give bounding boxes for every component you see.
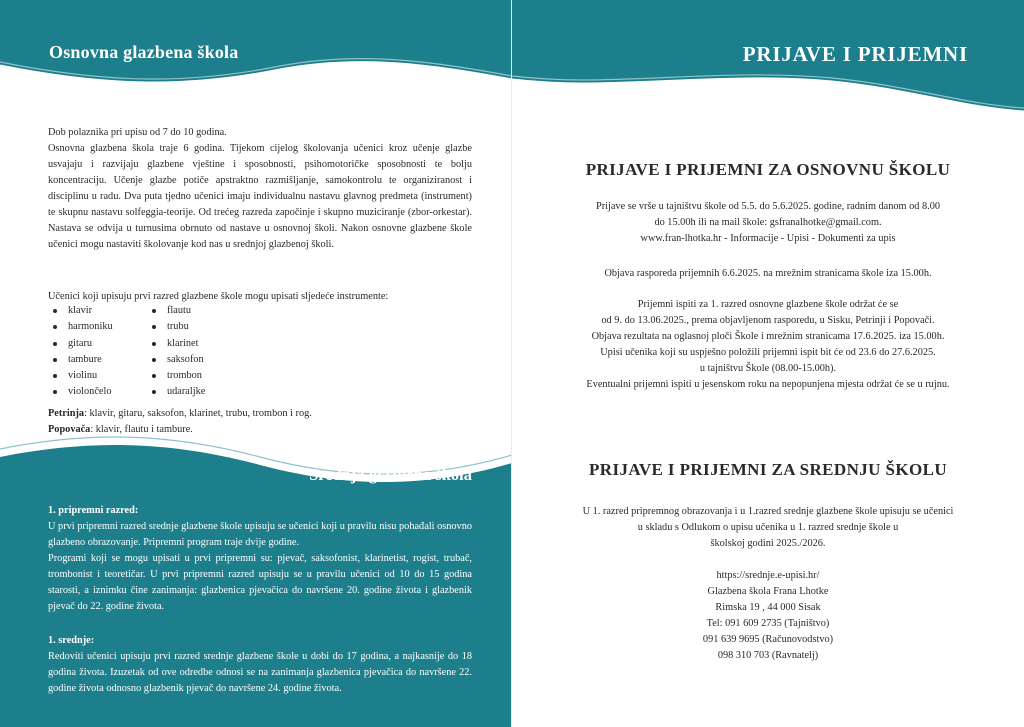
secondary-line: školskoj godini 2025./2026. bbox=[710, 538, 826, 549]
secondary-info-block bbox=[512, 504, 1024, 552]
secondary-line: U 1. razred pripremnog obrazovanja i u 1.razred srednje glazbene škole upisuju se učenici bbox=[582, 506, 954, 517]
schedule-line: Objava rasporeda prijemnih 6.6.2025. na mrežnim stranicama škole iza 15.00h. bbox=[604, 268, 932, 279]
contact-phone-accounting: 091 639 9695 (Računovodstvo) bbox=[702, 634, 834, 645]
instruments-list-1 bbox=[48, 303, 113, 401]
preparatory-paragraph-1: U prvi pripremni razred srednje glazbene škole upisuju se učenici koji u pravilu nisu pohađali osnovno glazbeno obrazovanje. Pripremni program traje dvije godine. bbox=[48, 521, 472, 548]
contact-url: https://srednje.e-upisi.hr/ bbox=[716, 570, 820, 581]
list-item: tambure bbox=[48, 352, 113, 368]
list-item: udaraljke bbox=[147, 384, 205, 400]
contact-phone-principal: 098 310 703 (Ravnatelj) bbox=[717, 650, 819, 661]
primary-line: Prijave se vrše u tajništvu škole od 5.5. do 5.6.2025. godine, radnim danom od 8.00 bbox=[595, 201, 941, 212]
popovaca-label: Popovača bbox=[48, 424, 91, 435]
instruments-list-2 bbox=[147, 303, 205, 401]
schedule-announcement bbox=[512, 266, 1024, 282]
contact-address: Rimska 19 , 44 000 Sisak bbox=[715, 602, 821, 613]
list-item: gitaru bbox=[48, 336, 113, 352]
secondary-school-title: Srednja glazbena škola bbox=[309, 465, 472, 484]
primary-line: do 15.00h ili na mail škole: gsfranalhotke@gmail.com. bbox=[654, 217, 882, 228]
petrinja-label: Petrinja bbox=[48, 408, 85, 419]
list-item: violinu bbox=[48, 368, 113, 384]
preparatory-heading: 1. pripremni razred: bbox=[48, 505, 139, 516]
first-secondary-section bbox=[48, 633, 472, 697]
contact-phone-office: Tel: 091 609 2735 (Tajništvo) bbox=[706, 618, 830, 629]
instruments-intro: Učenici koji upisuju prvi razred glazbene škole mogu upisati sljedeće instrumente: bbox=[48, 291, 389, 302]
list-item: trombon bbox=[147, 368, 205, 384]
exam-line: Eventualni prijemni ispiti u jesenskom roku na nepopunjena mjesta održat će se u rujnu. bbox=[586, 379, 950, 390]
intro-description: Osnovna glazbena škola traje 6 godina. Tijekom cijelog školovanja učenici kroz učenje glazbe usvajaju i razvijaju glazbene vještine i sposobnosti, psihomotoričke sposobnosti te bolju koncentraciju. Učenje glazbe potiče apstraktno razmišljanje, samokontrolu te organiziranost i disciplinu u radu. Dva puta tjedno učenici imaju individualnu nastavu glavnog predmeta (instrument) te skupnu nastavu solfeggia-teorije. Od trećeg razreda započinje i skupno muziciranje (zbor-orkestar). Nastava se odvija u turnusima obrnuto od nastave u osnovnoj školi. Nakon osnovne glazbene škole učenici mogu nastaviti školovanje kod nas u srednjoj glazbenoj školi. bbox=[48, 143, 472, 250]
exam-line: Objava rezultata na oglasnoj ploči Škole i mrežnim stranicama 17.6.2025. iza 15.00h. bbox=[591, 331, 945, 342]
list-item: trubu bbox=[147, 319, 205, 335]
exam-line: Prijemni ispiti za 1. razred osnovne glazbene škole održat će se bbox=[637, 299, 899, 310]
right-panel bbox=[512, 0, 1024, 727]
preparatory-section bbox=[48, 503, 472, 615]
exam-line: Upisi učenika koji su uspješno položili prijemni ispit bit će od 23.6 do 27.6.2025. bbox=[600, 347, 936, 358]
list-item: violončelo bbox=[48, 384, 113, 400]
preparatory-paragraph-2: Programi koji se mogu upisati u prvi pripremni su: pjevač, saksofonist, klarinetist, rogist, trubač, trombonist i teoretičar. U prvi pripremni razred upisuju se u pravilu učenici od 10 do 15 godina starosti, a iznimku čine zanimanja: glazbenica pjevačica do navršene 20. godine života i glazbenik pjevač do 22. godine života. bbox=[48, 553, 472, 612]
contact-block bbox=[512, 568, 1024, 664]
first-secondary-paragraph: Redoviti učenici upisuju prvi razred srednje glazbene škole u dobi do 17 godina, a najkasnije do 18 godina života. Izuzetak od ove odredbe odnosi se na zanimanja glazbenica pjevačica do navršene 22. godine života odnosno glazbenik pjevač do navršene 24. godine života. bbox=[48, 651, 472, 694]
list-item: saksofon bbox=[147, 352, 205, 368]
intro-age: Dob polaznika pri upisu od 7 do 10 godina. bbox=[48, 127, 227, 138]
right-title: PRIJAVE I PRIJEMNI bbox=[742, 42, 968, 66]
left-title: Osnovna glazbena škola bbox=[49, 42, 239, 62]
primary-applications-block bbox=[512, 199, 1024, 247]
list-item: flautu bbox=[147, 303, 205, 319]
popovaca-text: : klavir, flautu i tambure. bbox=[90, 424, 193, 435]
first-secondary-heading: 1. srednje: bbox=[48, 635, 95, 646]
exam-line: u tajništvu Škole (08.00-15.00h). bbox=[699, 363, 837, 374]
petrinja-text: : klavir, gitaru, saksofon, klarinet, trubu, trombon i rog. bbox=[84, 408, 312, 419]
entrance-exam-block bbox=[512, 297, 1024, 393]
intro-text bbox=[48, 125, 472, 253]
primary-admissions-heading: PRIJAVE I PRIJEMNI ZA OSNOVNU ŠKOLU bbox=[585, 160, 951, 179]
petrinja-line bbox=[48, 406, 312, 422]
primary-line: www.fran-lhotka.hr - Informacije - Upisi - Dokumenti za upis bbox=[640, 233, 896, 244]
contact-school-name: Glazbena škola Frana Lhotke bbox=[707, 586, 829, 597]
exam-line: od 9. do 13.06.2025., prema objavljenom rasporedu, u Sisku, Petrinji i Popovači. bbox=[601, 315, 935, 326]
secondary-line: u skladu s Odlukom o upisu učenika u 1. razred srednje škole u bbox=[637, 522, 899, 533]
secondary-admissions-heading: PRIJAVE I PRIJEMNI ZA SREDNJU ŠKOLU bbox=[589, 460, 947, 479]
list-item: klarinet bbox=[147, 336, 205, 352]
list-item: harmoniku bbox=[48, 319, 113, 335]
list-item: klavir bbox=[48, 303, 113, 319]
